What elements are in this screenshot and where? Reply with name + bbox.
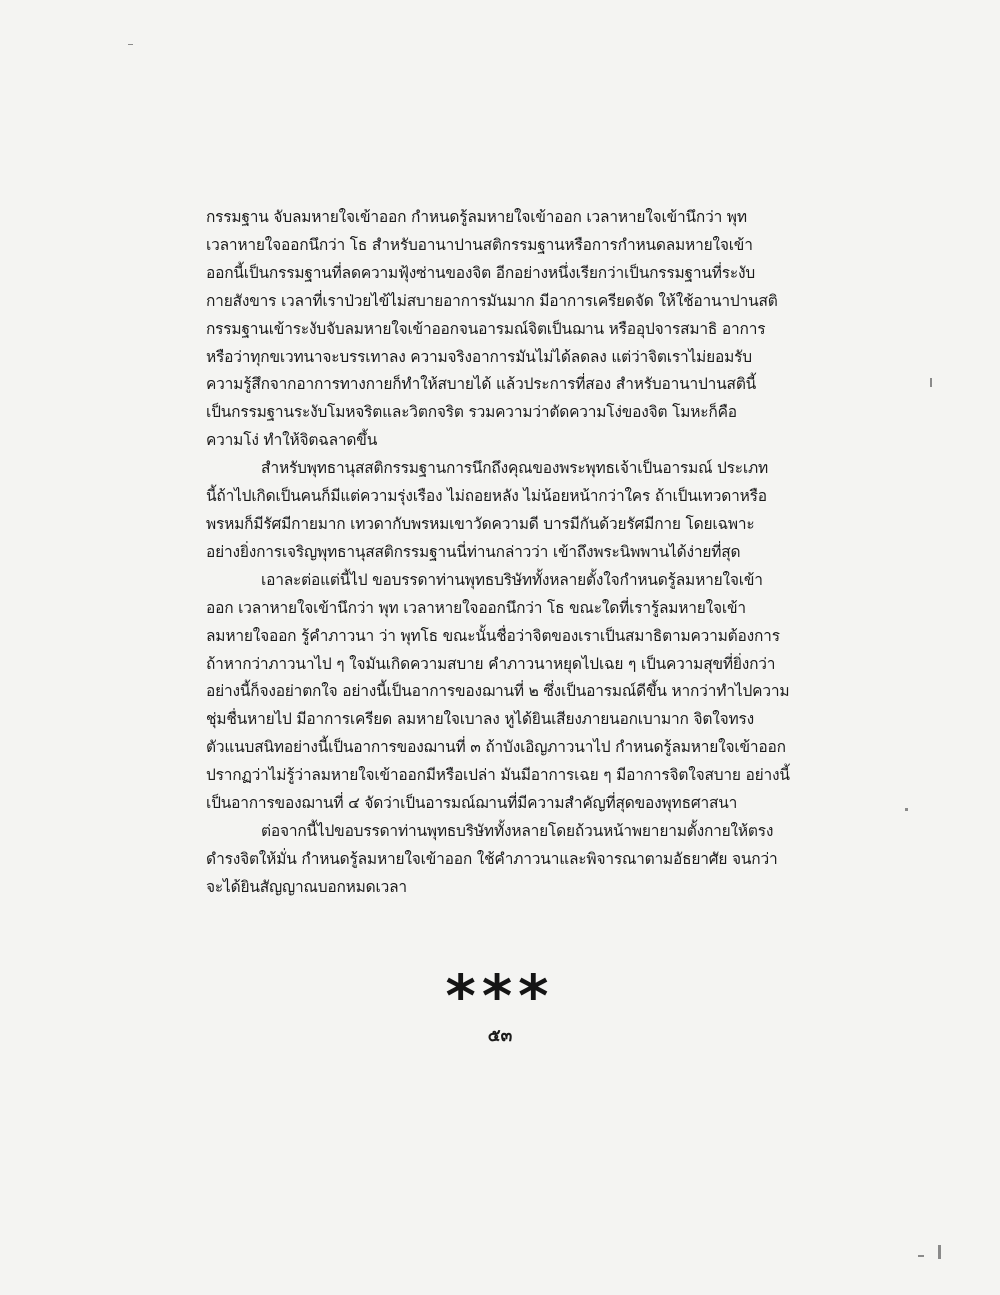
scan-speck: [905, 808, 908, 811]
text-line: ตัวแนบสนิทอย่างนี้เป็นอาการของฌานที่ ๓ ถ้าบังเอิญภาวนาไป กำหนดรู้ลมหายใจเข้าออก: [206, 738, 786, 757]
text-line: อย่างนี้ก็จงอย่าตกใจ อย่างนี้เป็นอาการของฌานที่ ๒ ซึ่งเป็นอารมณ์ดีขึ้น หากว่าทำไปความ: [206, 682, 790, 701]
text-line: ปรากฏว่าไม่รู้ว่าลมหายใจเข้าออกมีหรือเปล่า มันมีอาการเฉย ๆ มีอาการจิตใจสบาย อย่างนี้: [206, 766, 790, 785]
text-line: กายสังขาร เวลาที่เราป่วยไข้ไม่สบายอาการมันมาก มีอาการเครียดจัด ให้ใช้อานาปานสติ: [206, 291, 778, 310]
text-line: พรหมก็มีรัศมีกายมาก เทวดากับพรหมเขาวัดความดี บารมีกันด้วยรัศมีกาย โดยเฉพาะ: [206, 514, 755, 533]
scan-speck: [128, 44, 133, 45]
body-text: [206, 204, 806, 902]
text-line: สำหรับพุทธานุสสติกรรมฐานการนึกถึงคุณของพระพุทธเจ้าเป็นอารมณ์ ประเภท: [261, 459, 769, 478]
page-number: ๕๓: [487, 1026, 513, 1046]
text-line: นี้ถ้าไปเกิดเป็นคนก็มีแต่ความรุ่งเรือง ไม่ถอยหลัง ไม่น้อยหน้ากว่าใคร ถ้าเป็นเทวดาหรือ: [206, 487, 767, 506]
text-line: จะได้ยินสัญญาณบอกหมดเวลา: [206, 877, 407, 896]
text-line: ความโง่ ทำให้จิตฉลาดขึ้น: [206, 431, 378, 450]
text-line: อย่างยิ่งการเจริญพุทธานุสสติกรรมฐานนี่ท่านกล่าวว่า เข้าถึงพระนิพพานได้ง่ายที่สุด: [206, 542, 741, 561]
text-line: หรือว่าทุกขเวทนาจะบรรเทาลง ความจริงอาการมันไม่ได้ลดลง แต่ว่าจิตเราไม่ยอมรับ: [206, 347, 752, 366]
text-line: เอาละต่อแต่นี้ไป ขอบรรดาท่านพุทธบริษัททั้งหลายตั้งใจกำหนดรู้ลมหายใจเข้า: [261, 570, 763, 589]
text-line: เป็นอาการของฌานที่ ๔ จัดว่าเป็นอารมณ์ฌานที่มีความสำคัญที่สุดของพุทธศาสนา: [206, 794, 738, 813]
scan-speck: [918, 1255, 924, 1257]
section-separator: ***: [445, 962, 555, 1030]
text-line: ถ้าหากว่าภาวนาไป ๆ ใจมันเกิดความสบาย คำภาวนาหยุดไปเฉย ๆ เป็นความสุขที่ยิ่งกว่า: [206, 654, 776, 673]
text-line: ลมหายใจออก รู้คำภาวนา ว่า พุทโธ ขณะนั้นชื่อว่าจิตของเราเป็นสมาธิตามความต้องการ: [206, 626, 780, 645]
text-line: เวลาหายใจออกนึกว่า โธ สำหรับอานาปานสติกรรมฐานหรือการกำหนดลมหายใจเข้า: [206, 235, 753, 254]
scan-speck: [938, 1245, 941, 1259]
text-line: ต่อจากนี้ไปขอบรรดาท่านพุทธบริษัททั้งหลายโดยถ้วนหน้าพยายามตั้งกายให้ตรง: [261, 821, 774, 840]
text-line: ออก เวลาหายใจเข้านึกว่า พุท เวลาหายใจออกนึกว่า โธ ขณะใดที่เรารู้ลมหายใจเข้า: [206, 598, 746, 617]
text-line: ดำรงจิตให้มั่น กำหนดรู้ลมหายใจเข้าออก ใช้คำภาวนาและพิจารณาตามอัธยาศัย จนกว่า: [206, 849, 778, 868]
scan-speck: [930, 378, 932, 387]
text-line: กรรมฐาน จับลมหายใจเข้าออก กำหนดรู้ลมหายใจเข้าออก เวลาหายใจเข้านึกว่า พุท: [206, 208, 747, 226]
text-line: เป็นกรรมฐานระงับโมหจริตและวิตกจริต รวมความว่าตัดความโง่ของจิต โมหะก็คือ: [206, 403, 737, 422]
text-line: ออกนี้เป็นกรรมฐานที่ลดความฟุ้งซ่านของจิต อีกอย่างหนึ่งเรียกว่าเป็นกรรมฐานที่ระงับ: [206, 263, 756, 282]
text-line: ความรู้สึกจากอาการทางกายก็ทำให้สบายได้ แล้วประการที่สอง สำหรับอานาปานสตินี้: [206, 375, 757, 394]
text-line: ชุ่มชื่นหายไป มีอาการเครียด ลมหายใจเบาลง หูได้ยินเสียงภายนอกเบามาก จิตใจทรง: [206, 710, 754, 729]
text-line: กรรมฐานเข้าระงับจับลมหายใจเข้าออกจนอารมณ์จิตเป็นฌาน หรืออุปจารสมาธิ อาการ: [206, 319, 766, 338]
